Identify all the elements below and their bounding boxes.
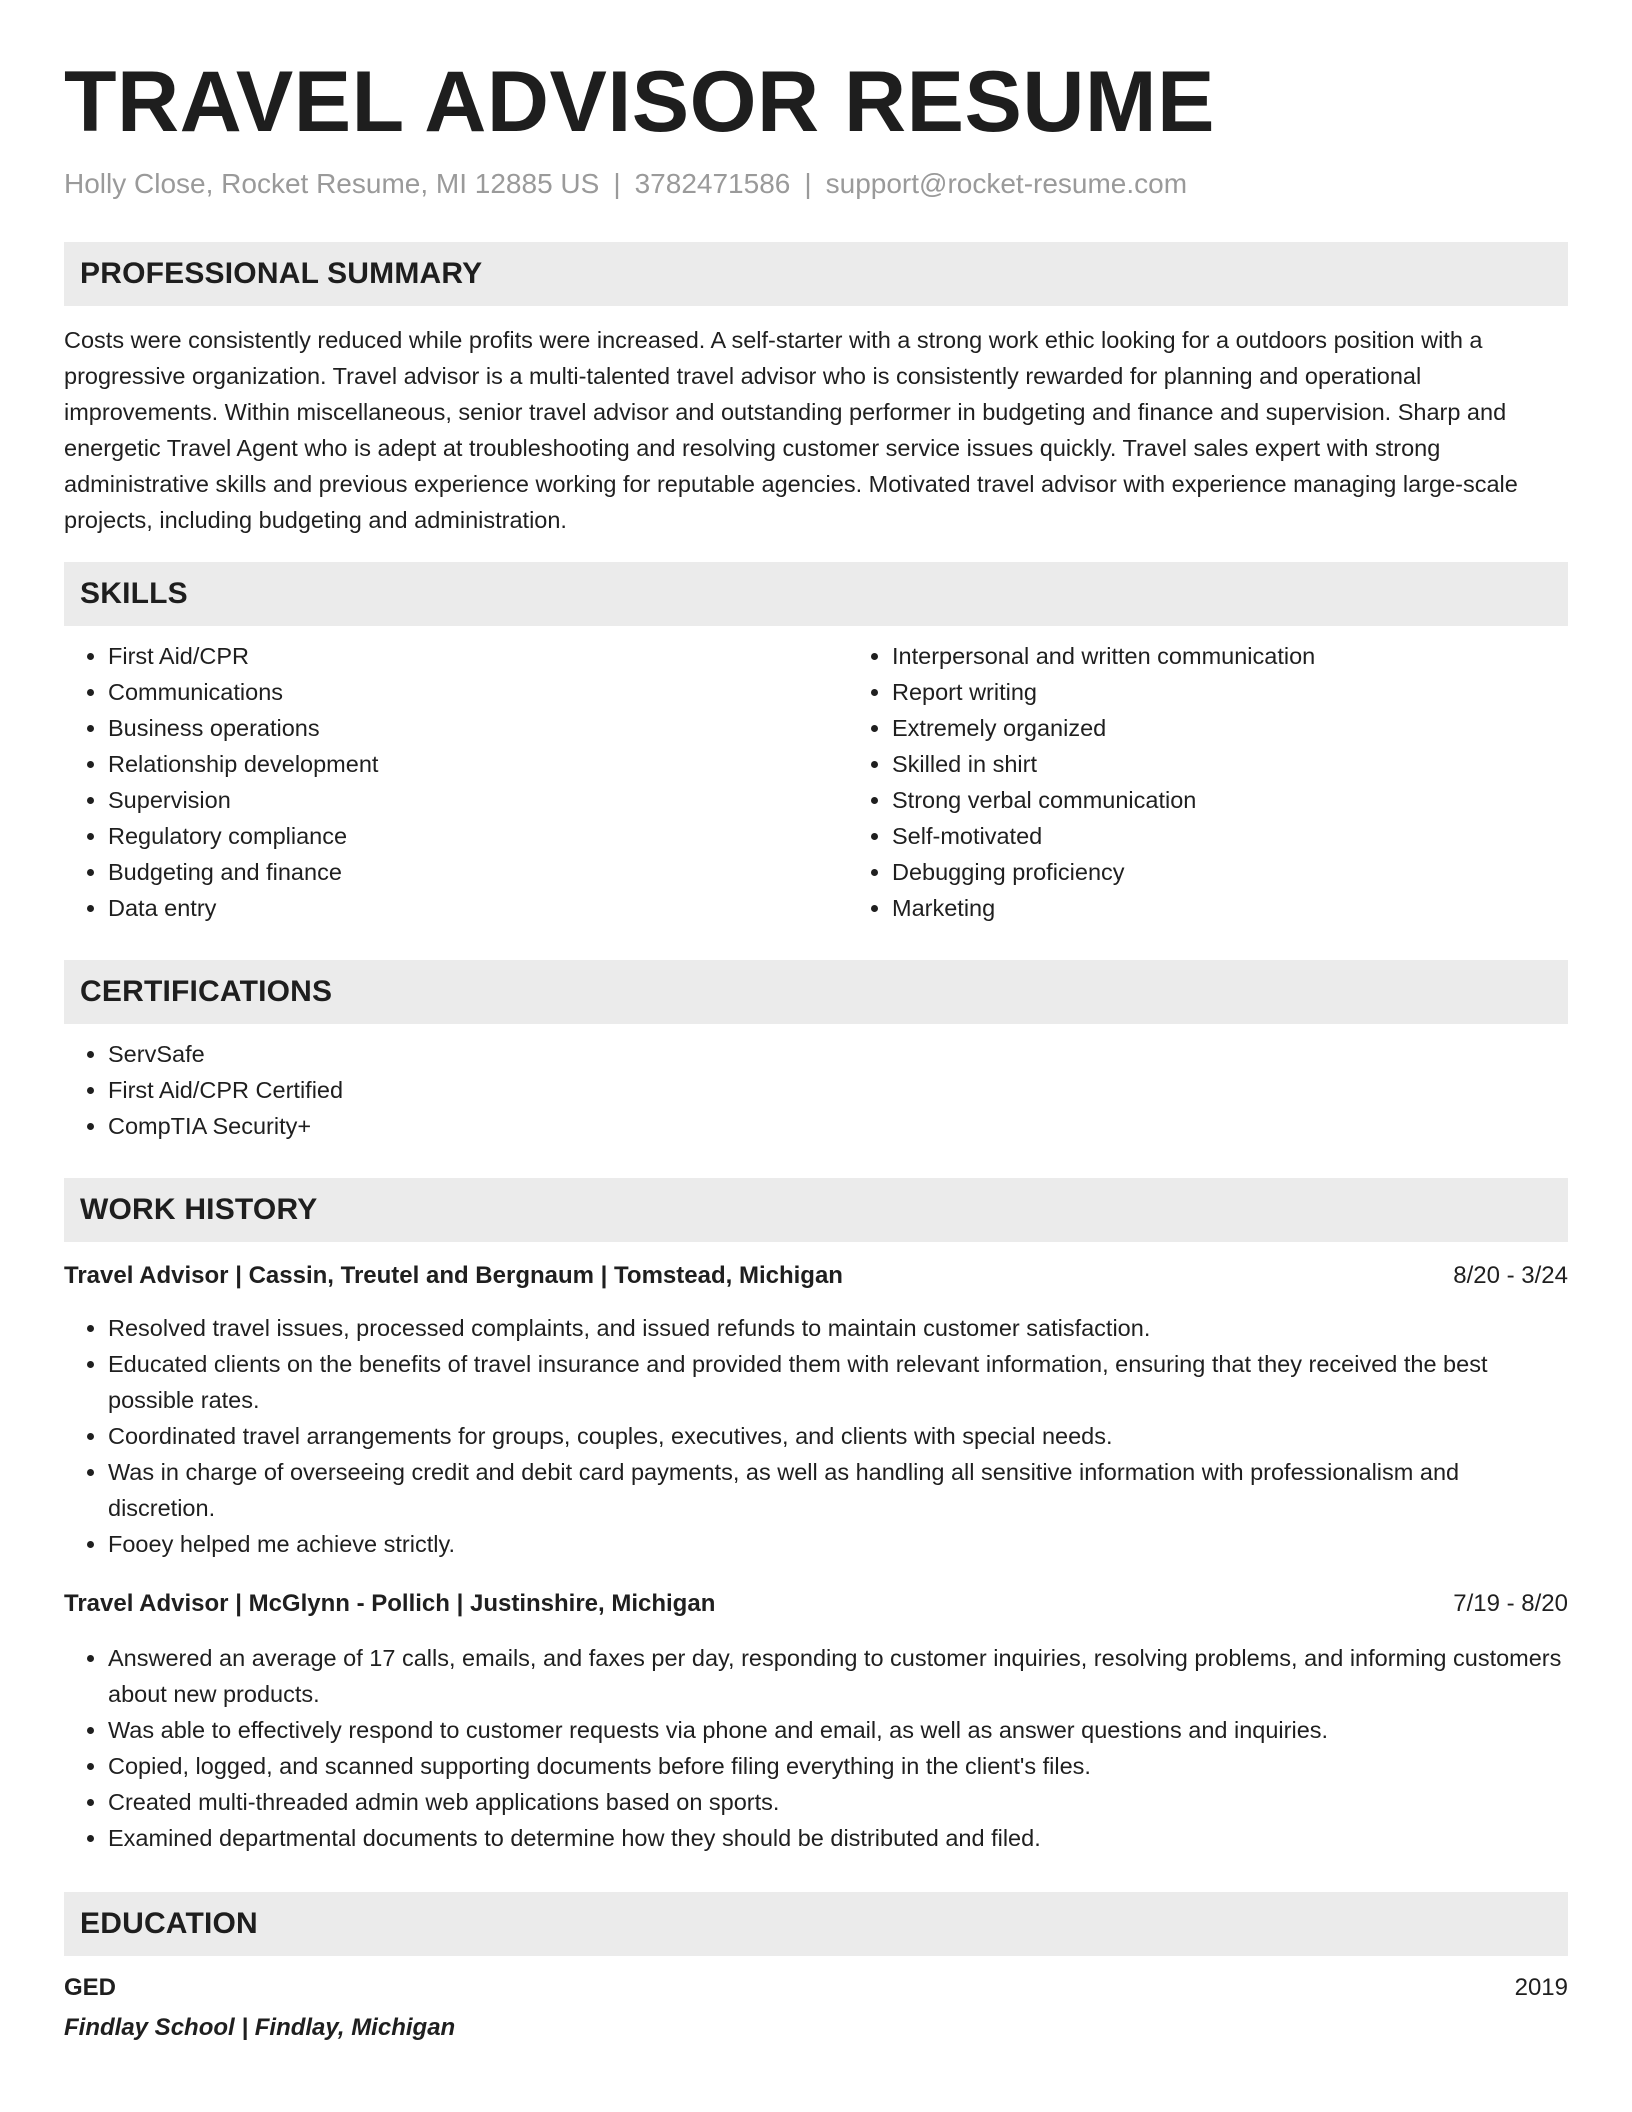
skill-item: • Debugging proficiency (892, 854, 1568, 890)
contact-phone: 3782471586 (634, 168, 791, 199)
skill-item: • Skilled in shirt (892, 746, 1568, 782)
skill-item: • Business operations (108, 710, 848, 746)
skill-item: • Interpersonal and written communication (892, 638, 1568, 674)
skill-item: • First Aid/CPR (108, 638, 848, 674)
contact-address: Holly Close, Rocket Resume, MI 12885 US (64, 168, 600, 199)
job-bullet: • Copied, logged, and scanned supporting documents before filing everything in the client's files. (108, 1748, 1568, 1784)
job-header (64, 1586, 1568, 1622)
job-title: Travel Advisor | McGlynn - Pollich | Justinshire, Michigan (64, 1590, 716, 1617)
skill-item: • Relationship development (108, 746, 848, 782)
skills-column-left (64, 638, 848, 926)
job-bullet: • Resolved travel issues, processed complaints, and issued refunds to maintain customer satisfaction. (108, 1310, 1568, 1346)
job-bullet: • Was able to effectively respond to customer requests via phone and email, as well as answer questions and inquiries. (108, 1712, 1568, 1748)
education-header (64, 1970, 1568, 2006)
job-dates: 7/19 - 8/20 (1453, 1590, 1568, 1617)
job-bullet: • Coordinated travel arrangements for groups, couples, executives, and clients with special needs. (108, 1418, 1568, 1454)
job-bullet: • Answered an average of 17 calls, emails, and faxes per day, responding to customer inquiries, resolving problems, and informing customers about new products. (108, 1640, 1568, 1712)
skill-item: • Data entry (108, 890, 848, 926)
job-bullets (64, 1310, 1568, 1562)
education-year: 2019 (1514, 1974, 1568, 2001)
job-header (64, 1258, 1568, 1294)
job-bullet: • Examined departmental documents to determine how they should be distributed and filed. (108, 1820, 1568, 1856)
contact-separator: | (613, 168, 621, 199)
contact-email: support@rocket-resume.com (825, 168, 1188, 199)
section-header-summary: PROFESSIONAL SUMMARY (64, 242, 1568, 306)
skill-item: • Report writing (892, 674, 1568, 710)
skill-item: • Strong verbal communication (892, 782, 1568, 818)
resume-title: TRAVEL ADVISOR RESUME (64, 54, 1215, 150)
job-title: Travel Advisor | Cassin, Treutel and Bergnaum | Tomstead, Michigan (64, 1262, 843, 1289)
section-header-certifications: CERTIFICATIONS (64, 960, 1568, 1024)
summary-text: Costs were consistently reduced while profits were increased. A self-starter with a strong work ethic looking for a outdoors position with a progressive organization. Travel advisor is a multi-talented travel advisor who is consistently rewarded for planning and operational improvements. Within miscellaneous, senior travel advisor and outstanding performer in budgeting and finance and supervision. Sharp and energetic Travel Agent who is adept at troubleshooting and resolving customer service issues quickly. Travel sales expert with strong administrative skills and previous experience working for reputable agencies. Motivated travel advisor with experience managing large-scale projects, including budgeting and administration. (64, 327, 1518, 533)
job-entry (64, 1586, 1568, 1856)
certification-item: • First Aid/CPR Certified (108, 1072, 1568, 1108)
job-bullet: • Educated clients on the benefits of travel insurance and provided them with relevant information, ensuring that they received the best possible rates. (108, 1346, 1568, 1418)
job-bullets (64, 1640, 1568, 1856)
skill-item: • Extremely organized (892, 710, 1568, 746)
job-dates: 8/20 - 3/24 (1453, 1262, 1568, 1289)
education-school: Findlay School | Findlay, Michigan (64, 2014, 456, 2041)
job-bullet: • Created multi-threaded admin web applications based on sports. (108, 1784, 1568, 1820)
skill-item: • Budgeting and finance (108, 854, 848, 890)
education-degree: GED (64, 1974, 117, 2001)
contact-separator: | (804, 168, 812, 199)
contact-line (64, 166, 1568, 202)
section-header-education: EDUCATION (64, 1892, 1568, 1956)
skills-column-right (848, 638, 1568, 926)
certification-item: • ServSafe (108, 1036, 1568, 1072)
skill-item: • Regulatory compliance (108, 818, 848, 854)
skills-list (64, 638, 1568, 926)
certification-item: • CompTIA Security+ (108, 1108, 1568, 1144)
skill-item: • Communications (108, 674, 848, 710)
job-entry (64, 1258, 1568, 1562)
skill-item: • Supervision (108, 782, 848, 818)
job-bullet: • Was in charge of overseeing credit and debit card payments, as well as handling all sensitive information with professionalism and discretion. (108, 1454, 1568, 1526)
skill-item: • Marketing (892, 890, 1568, 926)
job-bullet: • Fooey helped me achieve strictly. (108, 1526, 1568, 1562)
skill-item: • Self-motivated (892, 818, 1568, 854)
section-header-skills: SKILLS (64, 562, 1568, 626)
certifications-list (64, 1036, 1568, 1144)
section-header-work-history: WORK HISTORY (64, 1178, 1568, 1242)
